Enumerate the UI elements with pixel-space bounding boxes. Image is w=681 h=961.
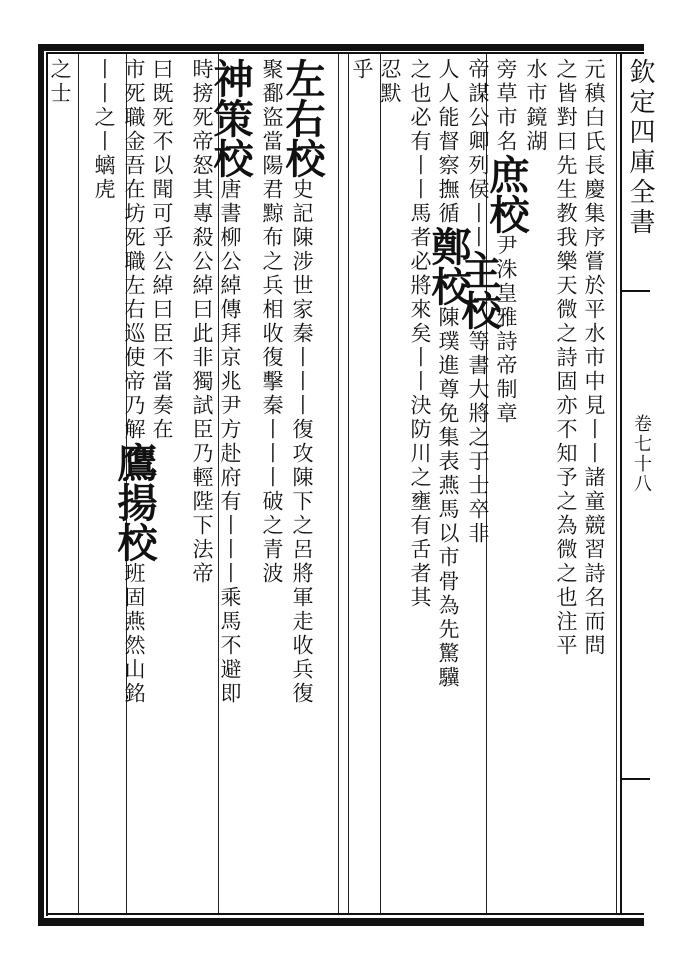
entry-text: 丨丨之丨螭虎 xyxy=(92,58,116,202)
text-column xyxy=(40,58,80,910)
entry-text: 之士 xyxy=(48,58,72,106)
entry-text: 旁草市名 xyxy=(494,58,518,154)
margin-divider-top xyxy=(622,290,650,292)
entry-text: 者必將來矣丨丨決防川之壅有舌者其 xyxy=(408,226,432,610)
entry-text: 忍默 xyxy=(378,58,402,106)
volume-number: 卷七十八 xyxy=(631,414,652,494)
margin-divider-bottom xyxy=(622,778,650,780)
text-column xyxy=(84,58,124,910)
book-title: 欽定四庫全書 xyxy=(625,58,655,238)
entry-text: 唐書柳公綽傳拜京兆尹方赴府有丨丨丨乘馬不避即 xyxy=(218,178,242,706)
entry-text: 等書大將之于士卒非 xyxy=(466,330,490,546)
entry-text: 帝謀公卿列侯丨丨 xyxy=(466,58,490,250)
entry-text: 市死職金吾在坊死職左右巡使帝乃解 xyxy=(122,58,146,442)
entry-text: 聚鄱盜當陽君黥布之兵相收復擊秦丨丨丨破之青波 xyxy=(260,58,284,586)
entry-text: 乎 xyxy=(350,58,374,82)
entry-text: 時搒死帝怒其專殺公綽曰此非獨試臣乃輕陛下法帝 xyxy=(190,58,214,586)
inner-border-top xyxy=(46,52,644,54)
entry-text: 元稹白氏長慶集序嘗於平水市中見丨丨諸童競習詩名而問 xyxy=(582,58,606,658)
entry-text: 陳璞進尊免集表燕馬以市骨為先驚驥 xyxy=(436,306,460,690)
entry-heading: 左右校 xyxy=(279,58,326,178)
inner-border-bottom xyxy=(46,913,644,915)
column-rule xyxy=(616,54,617,913)
entry-heading: 鄭校 xyxy=(425,226,472,306)
entry-text: 水市鏡湖 xyxy=(524,58,548,154)
entry-heading: 庶校 xyxy=(483,154,530,234)
text-column xyxy=(342,58,382,910)
entry-text: 班固燕然山銘 xyxy=(122,562,146,706)
entry-text: 史記陳涉世家秦丨丨丨復攻陳下之呂將軍走收兵復 xyxy=(290,178,314,706)
entry-text: 人人能督察撫循 xyxy=(436,58,460,226)
entry-text: 之也必有丨丨馬 xyxy=(408,58,432,226)
entry-heading: 神策校 xyxy=(207,58,254,178)
entry-heading: 主校 xyxy=(455,250,502,330)
text-column xyxy=(252,58,292,910)
entry-text: 尹洙皇雅詩帝制章 xyxy=(494,234,518,426)
entry-text: 曰既死不以聞可乎公綽曰臣不當奏在 xyxy=(150,58,174,442)
entry-text: 之皆對曰先生教我樂天微之詩固亦不知予之為微之也注平 xyxy=(554,58,578,658)
text-column xyxy=(182,58,222,910)
column-rule xyxy=(338,54,339,913)
entry-heading: 鷹揚校 xyxy=(111,442,158,562)
